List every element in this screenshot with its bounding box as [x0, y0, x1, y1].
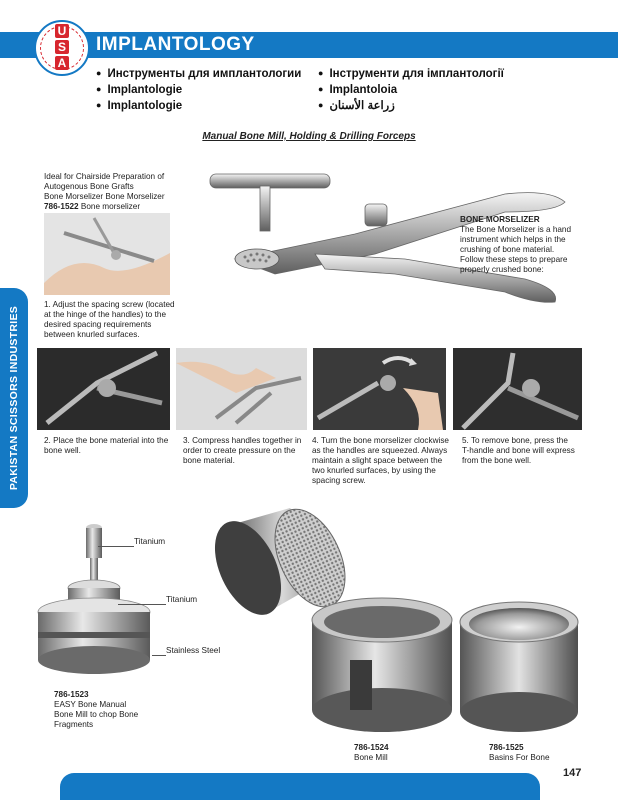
- logo-letter-s: S: [55, 40, 69, 54]
- step-line: from the bone well.: [462, 456, 532, 465]
- product-code: 786-1523: [54, 690, 89, 699]
- product-name: Bone morselizer: [80, 202, 141, 211]
- step-line: 1. Adjust the spacing screw (located: [44, 300, 175, 309]
- page-title: IMPLANTOLOGY: [96, 34, 255, 55]
- step-4-text: [312, 436, 457, 486]
- product-1524-caption: [354, 743, 454, 763]
- bone-mill-cylinder: [310, 585, 460, 735]
- step-2-text: [44, 436, 179, 456]
- language-item: ● Implantoloia: [318, 82, 504, 98]
- description-line: instrument which helps in the: [460, 235, 566, 244]
- step-line: two knurled surfaces, by using the: [312, 466, 436, 475]
- language-list-right: [318, 66, 504, 114]
- language-item: ● Implantologie: [96, 98, 301, 114]
- product-line: EASY Bone Manual: [54, 700, 127, 709]
- product-code: 786-1524: [354, 743, 389, 752]
- step-line: 4. Turn the bone morselizer clockwise: [312, 436, 449, 445]
- language-item: ● Инструменты для имплантологии: [96, 66, 301, 82]
- step-line: spacing screw.: [312, 476, 366, 485]
- step-1-photo: [44, 213, 170, 295]
- step-line: as the handles are squeezed. Always: [312, 446, 448, 455]
- side-tab: [0, 288, 28, 508]
- bone-basin-image: [455, 590, 585, 740]
- intro-line: Bone Morselizer Bone Morselizer: [44, 192, 165, 201]
- header-band: [0, 32, 618, 58]
- leader-line: [152, 655, 166, 656]
- step-line: T-handle and bone will express: [462, 446, 575, 455]
- step-line: bone material.: [183, 456, 235, 465]
- description-line: Follow these steps to prepare: [460, 255, 568, 264]
- step-line: maintain a slight space between the: [312, 456, 443, 465]
- side-tab-label: PAKISTAN SCISSORS INDUSTRIES: [8, 305, 20, 491]
- step-line: 5. To remove bone, press the: [462, 436, 568, 445]
- language-item: ● زراعة الأسنان: [318, 98, 504, 114]
- step-4-photo: [313, 348, 446, 430]
- logo-letter-u: U: [55, 24, 69, 38]
- step-4-image: [313, 348, 446, 430]
- step-line: at the hinge of the handles) to the: [44, 310, 166, 319]
- step-3-text: [183, 436, 313, 466]
- page-number: 147: [563, 767, 582, 779]
- step-5-photo: [453, 348, 582, 430]
- bone-mill-image: [310, 585, 460, 735]
- intro-line: Autogenous Bone Grafts: [44, 182, 134, 191]
- product-code: 786-1522: [44, 202, 79, 211]
- step-3-image: [176, 348, 307, 430]
- product-line: Basins For Bone: [489, 753, 550, 762]
- intro-text: [44, 172, 214, 212]
- step-2-photo: [37, 348, 170, 430]
- section-title: Manual Bone Mill, Holding & Drilling Forceps: [202, 131, 416, 142]
- step-line: 3. Compress handles together in: [183, 436, 302, 445]
- material-label-stainless-steel: Stainless Steel: [166, 646, 221, 655]
- product-1525-caption: [489, 743, 589, 763]
- step-2-image: [37, 348, 170, 430]
- product-code: 786-1525: [489, 743, 524, 752]
- step-5-text: [462, 436, 587, 466]
- description-line: The Bone Morselizer is a hand: [460, 225, 572, 234]
- step-line: desired spacing requirements: [44, 320, 152, 329]
- step-1-text: [44, 300, 214, 340]
- material-label-titanium-top: Titanium: [134, 537, 166, 546]
- step-line: bone well.: [44, 446, 81, 455]
- hand-holding-instrument-image: [44, 213, 170, 295]
- bone-basin: [455, 590, 585, 740]
- product-line: Fragments: [54, 720, 94, 729]
- logo-letter-a: A: [55, 56, 69, 70]
- language-item: ● Інструменти для імплантології: [318, 66, 504, 82]
- description-line: crushing of bone material.: [460, 245, 555, 254]
- step-line: between knurled surfaces.: [44, 330, 140, 339]
- leader-line: [118, 604, 166, 605]
- language-item: ● Implantologie: [96, 82, 301, 98]
- language-list-left: [96, 66, 301, 114]
- description-title: BONE MORSELIZER: [460, 215, 540, 224]
- product-line: Bone Mill to chop Bone: [54, 710, 139, 719]
- leader-line: [98, 546, 134, 547]
- step-3-photo: [176, 348, 307, 430]
- step-5-image: [453, 348, 582, 430]
- footer-band: [60, 773, 540, 800]
- product-line: Bone Mill: [354, 753, 388, 762]
- description-line: properly crushed bone:: [460, 265, 544, 274]
- intro-line: Ideal for Chairside Preparation of: [44, 172, 165, 181]
- material-label-titanium-middle: Titanium: [166, 595, 198, 604]
- bone-morselizer-description: [460, 215, 600, 275]
- product-1523-caption: [54, 690, 184, 730]
- step-line: order to create pressure on the: [183, 446, 296, 455]
- intro-code-line: [44, 202, 214, 212]
- step-line: 2. Place the bone material into the: [44, 436, 169, 445]
- usa-dental-logo: [34, 20, 90, 76]
